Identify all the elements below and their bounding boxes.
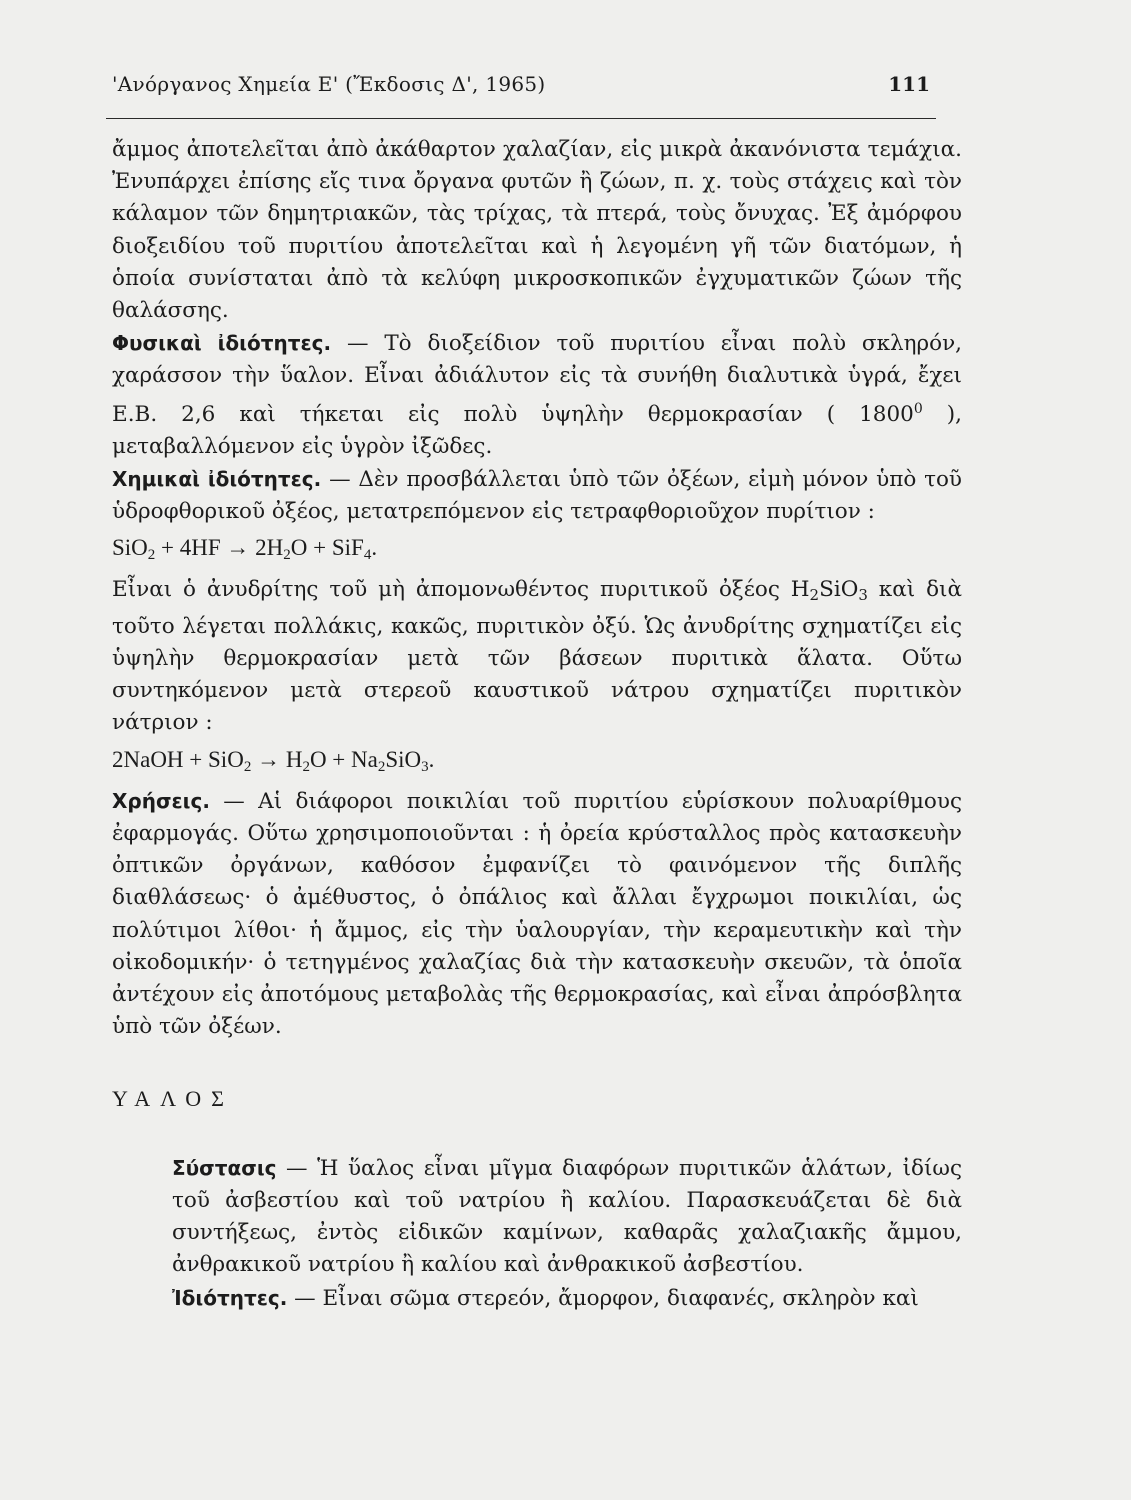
anhydride-text-a: Εἶναι ὁ ἀνυδρίτης τοῦ μὴ ἀπομονωθέντος πυριτικοῦ ὀξέος H [112, 576, 810, 602]
eq2-term-b: → H [251, 746, 303, 772]
chemical-properties-text: — Δὲν προσβάλλεται ὑπὸ τῶν ὀξέων, εἰμὴ μόνον ὑπὸ τοῦ ὑδροφθορικοῦ ὀξέος, μετατρεπόμενον εἰς τετραφθοριοῦχον πυρίτιον : [112, 467, 962, 525]
page-header [112, 72, 930, 112]
section-title-glass: ΥΑΛΟΣ [112, 1086, 234, 1112]
eq2-term-d: SiO [385, 746, 422, 772]
eq1-sub-c: 4 [363, 547, 372, 564]
eq2-sub-a: 2 [243, 758, 252, 775]
equation-hf [112, 532, 962, 571]
header-rule [106, 118, 936, 119]
paragraph-anhydride [112, 574, 962, 740]
eq2-term-c: O + Na [309, 746, 378, 772]
eq1-term-d: . [371, 535, 378, 561]
anhydride-text-c: καὶ διὰ τοῦτο λέγεται πολλάκις, κακῶς, πυριτικὸν ὀξύ. Ὡς ἀνυδρίτης σχηματίζει εἰς ὑψηλὴν θερμοκρασίαν μετὰ τῶν βάσεων πυριτικὰ ἅλατα. Οὕτω συντηκόμενον μετὰ στερεοῦ καυστικοῦ νάτρου σχηματίζει πυριτικὸν νάτριον : [112, 576, 962, 736]
anhydride-sub-1: 2 [809, 585, 820, 604]
properties-text: — Εἶναι σῶμα στερεόν, ἄμορφον, διαφανές, σκληρὸν καὶ [287, 1285, 919, 1311]
eq2-term-e: . [428, 746, 435, 772]
paragraph-composition [112, 1152, 962, 1282]
page-number: 111 [888, 72, 930, 96]
eq2-sub-c: 2 [377, 758, 386, 775]
uses-heading: Χρήσεις. [112, 788, 210, 813]
running-title: 'Ανόργανος Χημεία Ε' (Ἔκδοσις Δ', 1965) [112, 72, 546, 96]
chemical-properties-heading: Χημικαὶ ἰδιότητες. [112, 467, 322, 492]
paragraph-sand: ἄμμος ἀποτελεῖται ἀπὸ ἀκάθαρτον χαλαζίαν, εἰς μικρὰ ἀκανόνιστα τεμάχια. Ἐνυπάρχει ἐπίσης εἴς τινα ὄργανα φυτῶν ἢ ζώων, π. χ. τοὺς στάχεις καὶ τὸν κάλαμον τῶν δημητριακῶν, τὰς τρίχας, τὰ πτερά, τοὺς ὄνυχας. Ἐξ ἀμόρφου διοξειδίου τοῦ πυριτίου ἀποτελεῖται καὶ ἡ λεγομένη γῆ τῶν διατόμων, ἡ ὁποία συνίσταται ἀπὸ τὰ κελύφη μικροσκοπικῶν ἐγχυματικῶν ζώων τῆς θαλάσσης. [112, 137, 962, 324]
eq1-term-a: SiO [112, 535, 148, 561]
paragraph-properties [112, 1282, 962, 1315]
properties-heading: Ἰδιότητες. [172, 1285, 288, 1310]
eq1-term-b: + 4HF → 2H [155, 535, 284, 561]
eq2-sub-d: 3 [421, 758, 429, 775]
eq1-term-c: O + SiF [290, 535, 364, 561]
physical-properties-text-a: — Τὸ διοξείδιον τοῦ πυριτίου εἶναι πολὺ σκληρόν, χαράσσον τὴν ὕαλον. Εἶναι ἀδιάλυτον εἰς τὰ συνήθη διαλυτικὰ ὑγρά, ἔχει Ε.Β. 2,6 καὶ τήκεται εἰς πολὺ ὑψηλὴν θερμοκρασίαν ( 1800 [112, 331, 963, 427]
composition-text: — Ἡ ὕαλος εἶναι μῖγμα διαφόρων πυριτικῶν ἁλάτων, ἰδίως τοῦ ἀσβεστίου καὶ τοῦ νατρίου ἢ καλίου. Παρασκευάζεται δὲ διὰ συντήξεως, ἐντὸς εἰδικῶν καμίνων, καθαρᾶς χαλαζιακῆς ἄμμου, ἀνθρακικοῦ νατρίου ἢ καλίου καὶ ἀνθρακικοῦ ἀσβεστίου. [172, 1155, 962, 1278]
anhydride-sub-2: 3 [858, 585, 868, 604]
equation-naoh [112, 744, 962, 783]
physical-properties-heading: Φυσικαὶ ἰδιότητες. [112, 331, 332, 356]
eq1-sub-b: 2 [283, 547, 291, 564]
physical-properties-text-b: ), μεταβαλλόμενον εἰς ὑγρὸν ἰξῶδες. [112, 401, 962, 459]
paragraph-uses [112, 785, 962, 1044]
anhydride-text-b: SiO [819, 576, 859, 602]
paragraph-physical-properties [112, 327, 962, 463]
eq1-sub-a: 2 [147, 547, 156, 564]
paragraph-chemical-properties [112, 463, 962, 528]
uses-text: — Αἱ διάφοροι ποικιλίαι τοῦ πυριτίου εὑρίσκουν πολυαρίθμους ἐφαρμογάς. Οὕτω χρησιμοποιοῦνται : ἡ ὀρεία κρύσταλλος πρὸς κατασκευὴν ὀπτικῶν ὀργάνων, καθόσον ἐμφανίζει τὸ φαινόμενον τῆς διπλῆς διαθλάσεως· ὁ ἀμέθυστος, ὁ ὀπάλιος καὶ ἄλλαι ἔγχρωμοι ποικιλίαι, ὡς πολύτιμοι λίθοι· ἡ ἄμμος, εἰς τὴν ὑαλουργίαν, τὴν κεραμευτικὴν καὶ τὴν οἰκοδομικήν· ὁ τετηγμένος χαλαζίας διὰ τὴν κατασκευὴν σκευῶν, τὰ ὁποῖα ἀντέχουν εἰς ἀποτόμους μεταβολὰς τῆς θερμοκρασίας, καὶ εἶναι ἀπρόσβλητα ὑπὸ τῶν ὀξέων. [112, 788, 962, 1040]
eq2-term-a: 2NaOH + SiO [112, 746, 244, 772]
body-text [112, 134, 962, 1315]
composition-heading: Σύστασις [172, 1155, 277, 1180]
eq2-sub-b: 2 [302, 758, 310, 775]
degree-superscript: 0 [913, 400, 923, 417]
